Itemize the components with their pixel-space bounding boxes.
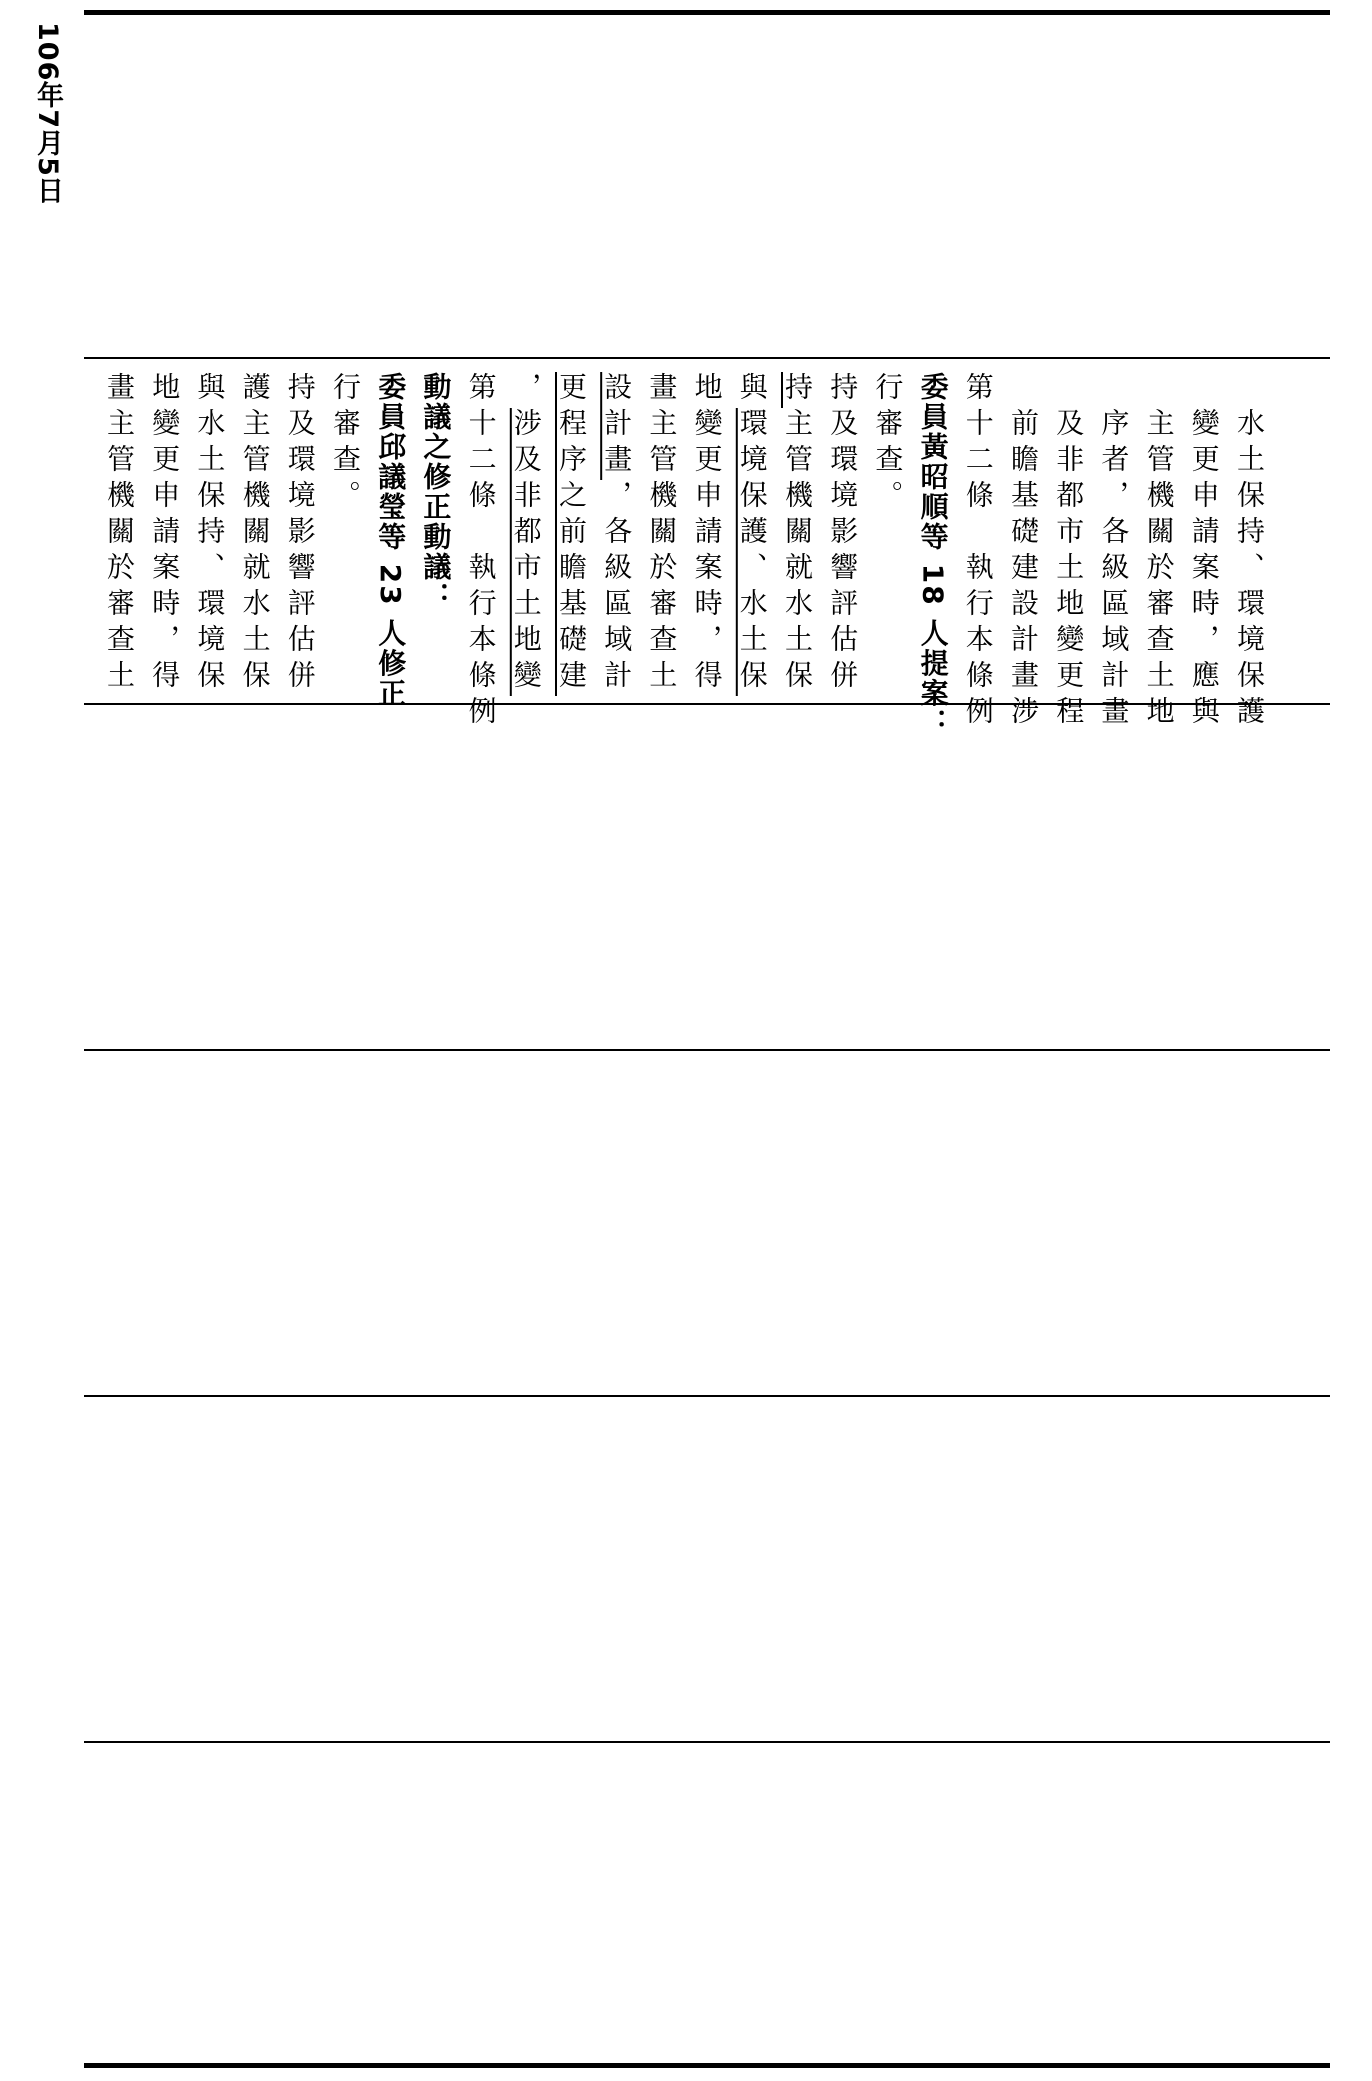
text-segment: 水土保持、環境保護	[1233, 372, 1266, 732]
text-segment: 護主管機關就水土保	[238, 372, 272, 696]
text-segment: 地變更申請案時，得	[690, 372, 724, 696]
text-segment: 前瞻基礎建設計畫涉	[1007, 372, 1040, 732]
row-divider	[84, 357, 1330, 359]
text-column	[775, 372, 819, 696]
text-column	[97, 372, 141, 696]
text-column	[1137, 372, 1181, 732]
text-segment: 變更申請案時，應與	[1187, 372, 1221, 732]
text-segment: 第十二條 執行本條例	[464, 372, 498, 732]
text-segment: 畫主管機關於審查土	[103, 372, 136, 696]
text-column	[1182, 372, 1226, 732]
underlined-text: 持	[781, 372, 814, 408]
text-segment: 主管機關於審查土地	[1142, 372, 1176, 732]
text-column	[323, 372, 367, 516]
text-column	[956, 372, 1000, 732]
text-column	[639, 372, 683, 696]
top-border-rule	[84, 10, 1330, 15]
section-heading-column	[413, 372, 457, 612]
text-segment: 與	[735, 372, 769, 408]
text-segment: 與水土保持、環境保	[193, 372, 227, 696]
text-column	[1046, 372, 1090, 732]
text-segment: 地變更申請案時，得	[148, 372, 182, 696]
underlined-text: 環境保護、水土保	[735, 408, 769, 696]
text-column	[504, 372, 548, 696]
text-segment: 行審查。	[329, 372, 362, 516]
bottom-border-rule	[84, 2063, 1330, 2068]
text-segment: 持及環境影響評估併	[826, 372, 860, 696]
text-column	[594, 372, 638, 696]
text-segment: 第十二條 執行本條例	[961, 372, 995, 732]
text-column	[278, 372, 322, 696]
text-segment: 及非都市土地變更程	[1052, 372, 1086, 732]
underlined-text: 更程序之前瞻基礎建	[555, 372, 588, 696]
text-column	[549, 372, 593, 696]
text-column	[820, 372, 864, 696]
underlined-text: 涉及非都市土地變	[509, 408, 543, 696]
text-column	[1091, 372, 1135, 732]
text-segment: 委員邱議瑩等 23 人修正	[374, 372, 408, 709]
text-column	[187, 372, 231, 696]
text-segment: 主管機關就水土保	[781, 408, 814, 696]
text-column	[1227, 372, 1271, 732]
row-divider	[84, 1741, 1330, 1743]
text-segment: ，	[509, 372, 543, 408]
text-column	[459, 372, 503, 732]
row-divider	[84, 1395, 1330, 1397]
text-segment: 序者，各級區域計畫	[1097, 372, 1131, 732]
text-segment: 委員黃昭順等 18 人提案：	[916, 372, 950, 739]
underlined-text: 設計畫	[600, 372, 634, 480]
text-segment: 畫主管機關於審查土	[645, 372, 679, 696]
text-column	[142, 372, 186, 696]
text-column	[1001, 372, 1045, 732]
text-column	[685, 372, 729, 696]
page-date: 106年7月5日	[32, 22, 63, 205]
text-segment: ，各級區域計	[600, 480, 634, 696]
text-segment: 行審查。	[871, 372, 905, 516]
text-segment: 持及環境影響評估併	[283, 372, 317, 696]
text-column	[730, 372, 774, 696]
text-column	[865, 372, 909, 516]
section-heading-column	[911, 372, 955, 738]
row-divider	[84, 1049, 1330, 1051]
text-column	[233, 372, 277, 696]
section-heading-column	[368, 372, 412, 708]
text-segment: 動議之修正動議：	[419, 372, 453, 612]
